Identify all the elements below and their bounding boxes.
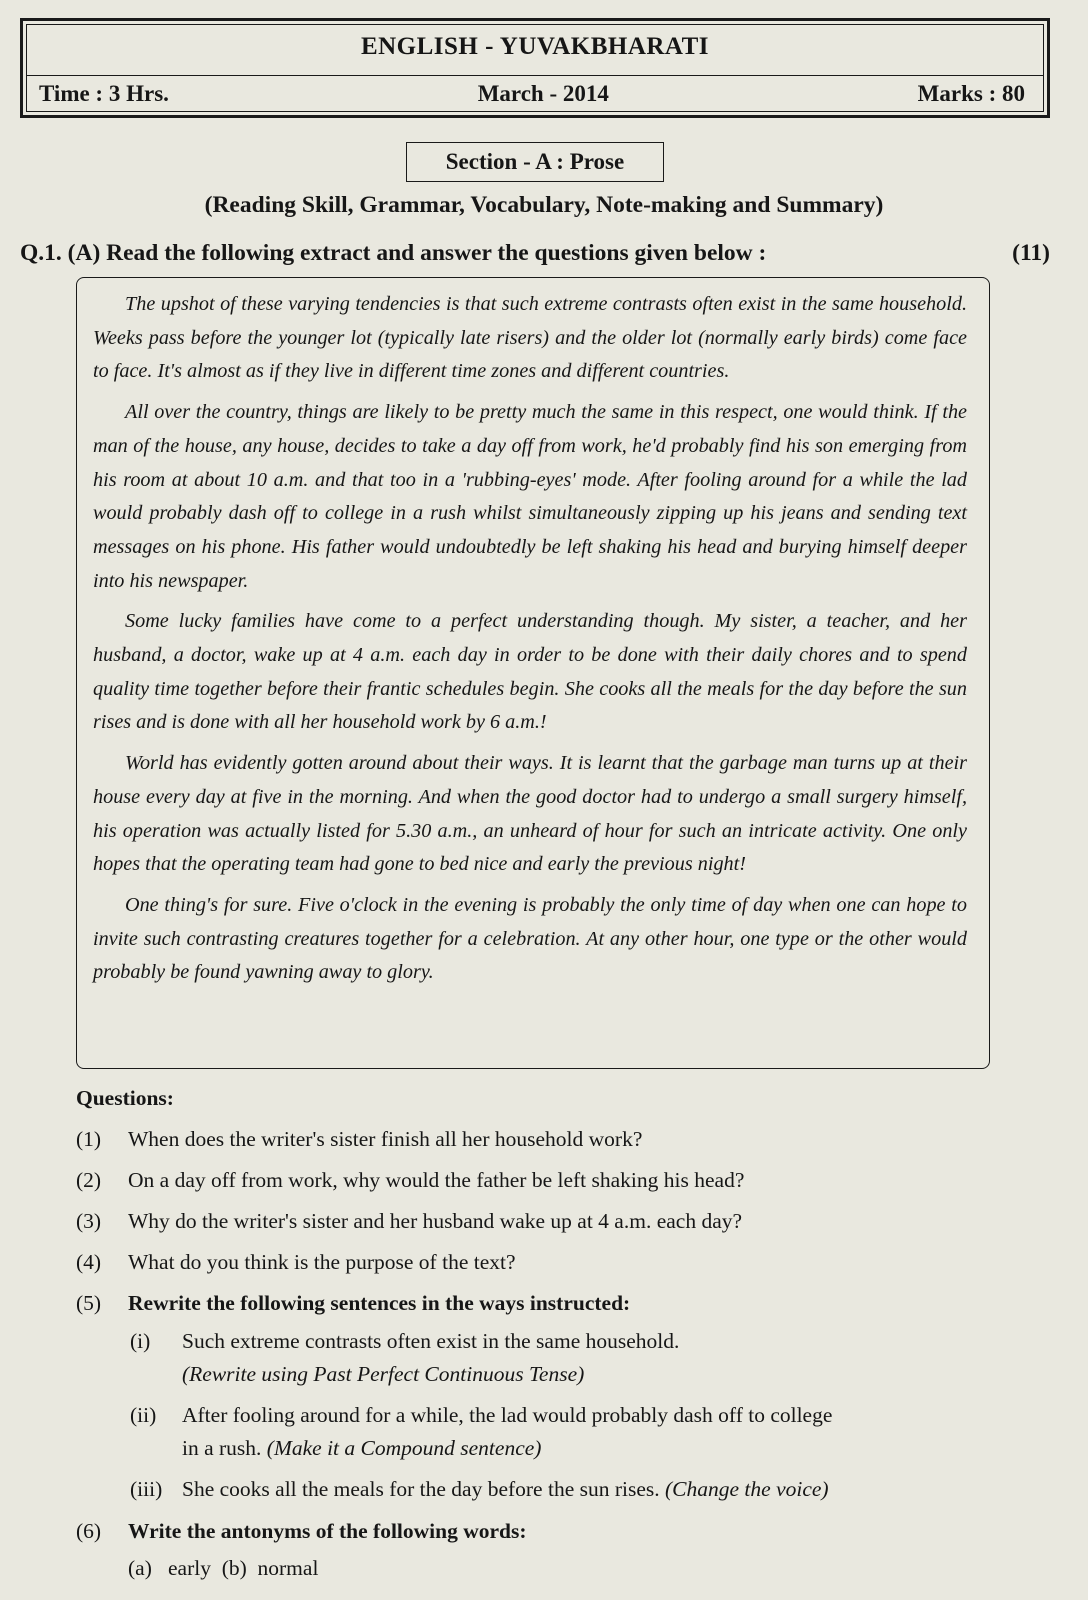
sub-question-sentence: She cooks all the meals for the day before the sun rises. [182, 1477, 666, 1501]
question-1-heading [20, 240, 1050, 267]
question-text: What do you think is the purpose of the text? [128, 1250, 516, 1274]
question-1-text: Read the following extract and answer the questions given below : [106, 240, 767, 266]
reading-passage [76, 277, 990, 1069]
question-number: (1) [76, 1127, 102, 1151]
exam-time: Time : 3 Hrs. [39, 81, 169, 106]
question-text: Write the antonyms of the following words: [128, 1519, 527, 1543]
sub-question-sentence-end: in a rush. [182, 1436, 267, 1460]
exam-title: ENGLISH - YUVAKBHARATI [360, 33, 710, 60]
question-1-instruction [20, 240, 766, 267]
sub-question-number: (i) [130, 1329, 151, 1353]
passage-paragraph: Some lucky families have come to a perfect understanding though. My sister, a teacher, and her husband, a doctor, wake up at 4 a.m. each day in order to be done with their daily chores and to spend quality time together before their frantic schedules begin. She cooks all the meals for the day before the sun rises and is done with all her household work by 6 a.m.! [93, 610, 967, 734]
question-number: (5) [76, 1291, 102, 1315]
sub-question-text [182, 1325, 1012, 1391]
sub-question-text [182, 1473, 1012, 1506]
header-info-row [39, 81, 1025, 107]
sub-question-number: (ii) [130, 1403, 157, 1427]
question-text: Rewrite the following sentences in the ways instructed: [128, 1291, 631, 1315]
question-number: (2) [76, 1168, 102, 1192]
question-text: On a day off from work, why would the father be left shaking his head? [128, 1168, 745, 1192]
passage-paragraph: One thing's for sure. Five o'clock in the evening is probably the only time of day when one can hope to invite such contrasting creatures together for a celebration. At any other hour, one type or the other would probably be found yawning away to glory. [93, 893, 967, 984]
passage-paragraph: World has evidently gotten around about their ways. It is learnt that the garbage man turns up at their house every day at five in the morning. And when the good doctor had to undergo a small surgery himself, his operation was actually listed for 5.30 a.m., an unheard of hour for such an intricate activity. One only hopes that the operating team had gone to bed nice and early the previous night! [93, 752, 967, 876]
header-inner [26, 24, 1044, 112]
passage-paragraph: All over the country, things are likely to be pretty much the same in this respect, one would think. If the man of the house, any house, decides to take a day off from work, he'd probably find his son emerging from his room at about 10 a.m. and that too in a 'rubbing-eyes' mode. After fooling around for a while the lad would probably dash off to college in a rush whilst simultaneously zipping up his jeans and sending text messages on his phone. His father would undoubtedly be left shaking his head and burying himself deeper into his newspaper. [93, 401, 967, 592]
sub-question-instruction: (Make it a Compound sentence) [266, 1436, 542, 1460]
section-label: Section - A : Prose [406, 142, 664, 182]
question-1-marks: (11) [1012, 240, 1050, 266]
question-number: (3) [76, 1209, 102, 1233]
questions-title: Questions: [76, 1086, 174, 1110]
question-text: When does the writer's sister finish all her household work? [128, 1127, 643, 1151]
sub-question-instruction: (Rewrite using Past Perfect Continuous Tense) [182, 1362, 585, 1386]
question-1-number: Q.1. (A) [20, 240, 101, 266]
sub-question-number: (iii) [130, 1477, 163, 1501]
exam-marks: Marks : 80 [917, 81, 1025, 106]
question-number: (4) [76, 1250, 102, 1274]
exam-date: March - 2014 [477, 81, 609, 106]
antonym-words: (a) early (b) normal [128, 1556, 319, 1580]
sub-question-instruction: (Change the voice) [665, 1477, 829, 1501]
passage-paragraph: The upshot of these varying tendencies is that such extreme contrasts often exist in the same household. Weeks pass before the younger lot (typically late risers) and the older lot (normally early birds) come face to face. It's almost as if they live in different time zones and different countries. [93, 293, 967, 383]
sub-question-sentence: After fooling around for a while, the lad would probably dash off to college [182, 1403, 833, 1427]
header-divider [27, 75, 1043, 76]
question-text: Why do the writer's sister and her husband wake up at 4 a.m. each day? [128, 1209, 743, 1233]
section-subtitle: (Reading Skill, Grammar, Vocabulary, Note-making and Summary) [204, 192, 884, 218]
sub-question-text [182, 1399, 1012, 1465]
question-number: (6) [76, 1519, 102, 1543]
header-box [20, 18, 1050, 118]
sub-question-sentence: Such extreme contrasts often exist in the same household. [182, 1329, 680, 1353]
